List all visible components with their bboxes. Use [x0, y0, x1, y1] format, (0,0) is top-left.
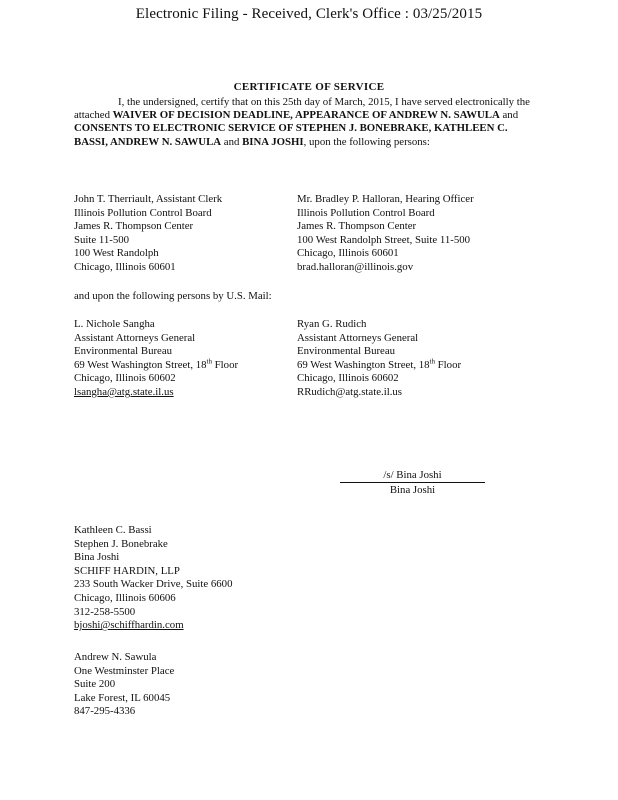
address-line: Chicago, Illinois 60601: [297, 247, 399, 260]
signer-name: Bina Joshi: [389, 484, 436, 496]
intro-text-3: and: [221, 135, 243, 148]
recipient-street: [297, 359, 461, 373]
address-line: Bina Joshi: [74, 551, 120, 564]
address-line: Suite 200: [74, 678, 116, 691]
address-line: Kathleen C. Bassi: [74, 524, 152, 536]
street-text: 69 West Washington Street, 18: [74, 358, 207, 371]
address-line: Illinois Pollution Control Board: [297, 206, 435, 219]
email-address: RRudich@atg.state.il.us: [297, 385, 403, 398]
address-line: Illinois Pollution Control Board: [74, 206, 212, 219]
firm-name: SCHIFF HARDIN, LLP: [74, 564, 180, 577]
address-line: Lake Forest, IL 60045: [74, 691, 171, 704]
intro-text-4: , upon the following persons:: [303, 135, 430, 148]
intro-bold-3: BINA JOSHI: [242, 135, 304, 148]
recipient-bureau: Environmental Bureau: [74, 345, 173, 358]
recipient-bureau: Environmental Bureau: [297, 345, 396, 358]
recipient-name: Ryan G. Rudich: [297, 318, 367, 330]
street-floor: Floor: [434, 358, 462, 371]
recipient-clerk: [74, 193, 222, 275]
recipient-street: [74, 359, 238, 373]
address-line: 100 West Randolph Street, Suite 11-500: [297, 233, 471, 246]
recipient-hearing-officer: [297, 193, 474, 275]
recipient-name: L. Nichole Sangha: [74, 318, 155, 330]
recipient-city: Chicago, Illinois 60602: [297, 372, 399, 385]
intro-text-2: and: [499, 109, 519, 122]
intro-bold-1: WAIVER OF DECISION DEADLINE, APPEARANCE OF ANDREW N. SAWULA: [112, 109, 500, 122]
recipient-title: Assistant Attorneys General: [74, 331, 196, 344]
intro-text-1: I, the undersigned, certify that on this 25th day of March, 2015, I have served electronically the attached: [74, 96, 530, 122]
address-line: 233 South Wacker Drive, Suite 6600: [74, 578, 233, 591]
intro-bold-2: CONSENTS TO ELECTRONIC SERVICE OF STEPHEN J. BONEBRAKE, KATHLEEN C. BASSI, ANDREW N. SAWULA: [74, 122, 508, 148]
mail-lead-text: and upon the following persons by U.S. Mail:: [74, 290, 272, 302]
address-line: John T. Therriault, Assistant Clerk: [74, 193, 223, 205]
recipient-title: Assistant Attorneys General: [297, 331, 419, 344]
address-line: James R. Thompson Center: [74, 220, 194, 233]
address-line: James R. Thompson Center: [297, 220, 417, 233]
address-line: Stephen J. Bonebrake: [74, 537, 168, 550]
address-line: One Westminster Place: [74, 664, 175, 677]
phone-number: 847-295-4336: [74, 705, 136, 718]
recipient-sangha: [74, 318, 238, 400]
phone-number: 312-258-5500: [74, 605, 136, 618]
email-link[interactable]: bjoshi@schiffhardin.com: [74, 619, 184, 632]
email-address: brad.halloran@illinois.gov: [297, 260, 414, 273]
address-line: Chicago, Illinois 60606: [74, 591, 176, 604]
page-title: CERTIFICATE OF SERVICE: [233, 81, 385, 93]
signature-block: [340, 468, 485, 497]
ordinal-suffix: th: [429, 357, 435, 366]
filing-stamp-header: Electronic Filing - Received, Clerk's Office : 03/25/2015: [135, 6, 483, 22]
address-line: Mr. Bradley P. Halloran, Hearing Officer: [297, 193, 474, 205]
address-line: Suite 11-500: [74, 233, 130, 246]
address-line: 100 West Randolph: [74, 247, 159, 260]
street-floor: Floor: [211, 358, 239, 371]
email-link[interactable]: lsangha@atg.state.il.us: [74, 385, 174, 398]
certification-paragraph: [74, 96, 544, 149]
street-text: 69 West Washington Street, 18: [297, 358, 430, 371]
recipient-city: Chicago, Illinois 60602: [74, 372, 176, 385]
sawula-address-block: [74, 651, 174, 719]
address-line: Chicago, Illinois 60601: [74, 260, 176, 273]
recipient-rudich: [297, 318, 461, 400]
ordinal-suffix: th: [206, 357, 212, 366]
signature-line: /s/ Bina Joshi: [340, 468, 485, 483]
firm-address-block: [74, 524, 232, 633]
address-line: Andrew N. Sawula: [74, 651, 157, 663]
